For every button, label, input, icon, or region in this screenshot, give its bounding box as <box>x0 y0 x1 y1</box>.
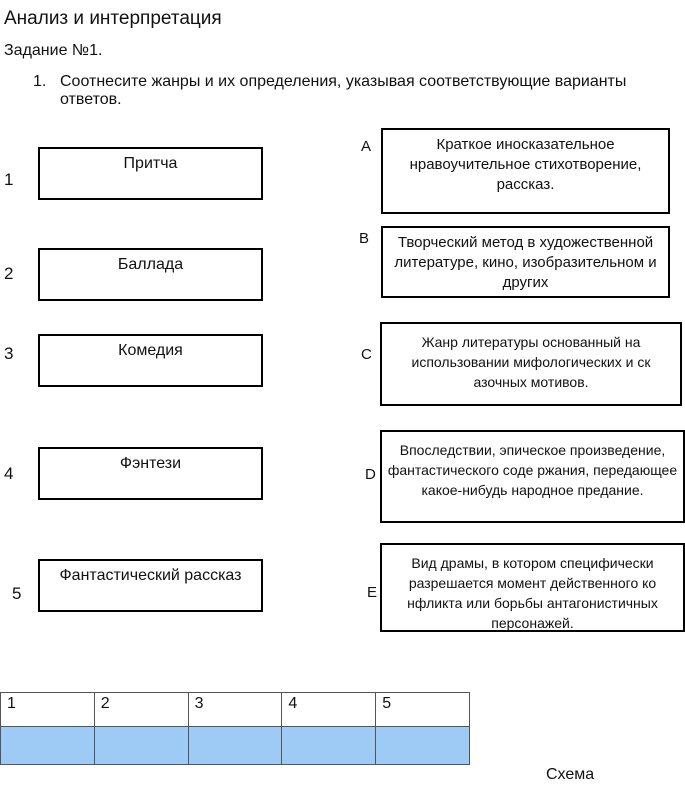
genre-index-3: 3 <box>4 344 14 363</box>
answer-cell-1[interactable] <box>1 727 95 765</box>
genre-index-5: 5 <box>12 584 22 603</box>
answer-cell-3[interactable] <box>188 727 282 765</box>
answer-header-1: 1 <box>1 693 95 727</box>
genre-index-2: 2 <box>4 264 14 283</box>
genre-box-5[interactable]: Фантастический рассказ <box>38 559 263 612</box>
answer-header-2: 2 <box>94 693 188 727</box>
answer-input-row <box>1 727 470 765</box>
answer-header-5: 5 <box>376 693 470 727</box>
genre-index-1: 1 <box>4 170 14 189</box>
answer-header-3: 3 <box>188 693 282 727</box>
definition-box-b[interactable]: Творческий метод в художественной литературе, кино, изобразительном и других <box>381 226 670 298</box>
page-title: Анализ и интерпретация <box>4 8 222 29</box>
definition-letter-a: A <box>361 138 372 155</box>
question-number: 1. <box>33 73 47 90</box>
genre-box-2[interactable]: Баллада <box>38 248 263 301</box>
task-heading: Задание №1. <box>4 42 103 59</box>
schema-label: Схема <box>546 766 595 783</box>
answer-cell-5[interactable] <box>376 727 470 765</box>
answer-header-4: 4 <box>282 693 376 727</box>
genre-index-4: 4 <box>4 464 14 483</box>
genre-box-1[interactable]: Притча <box>38 147 263 200</box>
question-text: Соотнесите жанры и их определения, указывая соответствующие варианты ответов. <box>60 73 627 108</box>
genre-box-4[interactable]: Фэнтези <box>38 447 263 500</box>
definition-letter-b: B <box>359 230 370 247</box>
definition-box-a[interactable]: Краткое иносказательное нравоучительное стихотворение, рассказ. <box>381 128 670 214</box>
answer-table-header-row <box>1 693 470 727</box>
answer-cell-2[interactable] <box>94 727 188 765</box>
definition-box-d[interactable]: Впоследствии, эпическое произведение, фантастического соде ржания, передающее какое-нибудь народное предание. <box>380 430 685 523</box>
definition-letter-d: D <box>365 466 376 483</box>
answer-cell-4[interactable] <box>282 727 376 765</box>
answer-table <box>0 692 470 765</box>
definition-box-e[interactable]: Вид драмы, в котором специфически разрешается момент действенного ко нфликта или борьбы антагонистичных персонажей. <box>380 543 685 632</box>
genre-box-3[interactable]: Комедия <box>38 334 263 387</box>
definition-letter-e: E <box>367 584 378 601</box>
definition-letter-c: C <box>361 346 372 363</box>
definition-box-c[interactable]: Жанр литературы основанный на использовании мифологических и ск азочных мотивов. <box>380 322 682 406</box>
